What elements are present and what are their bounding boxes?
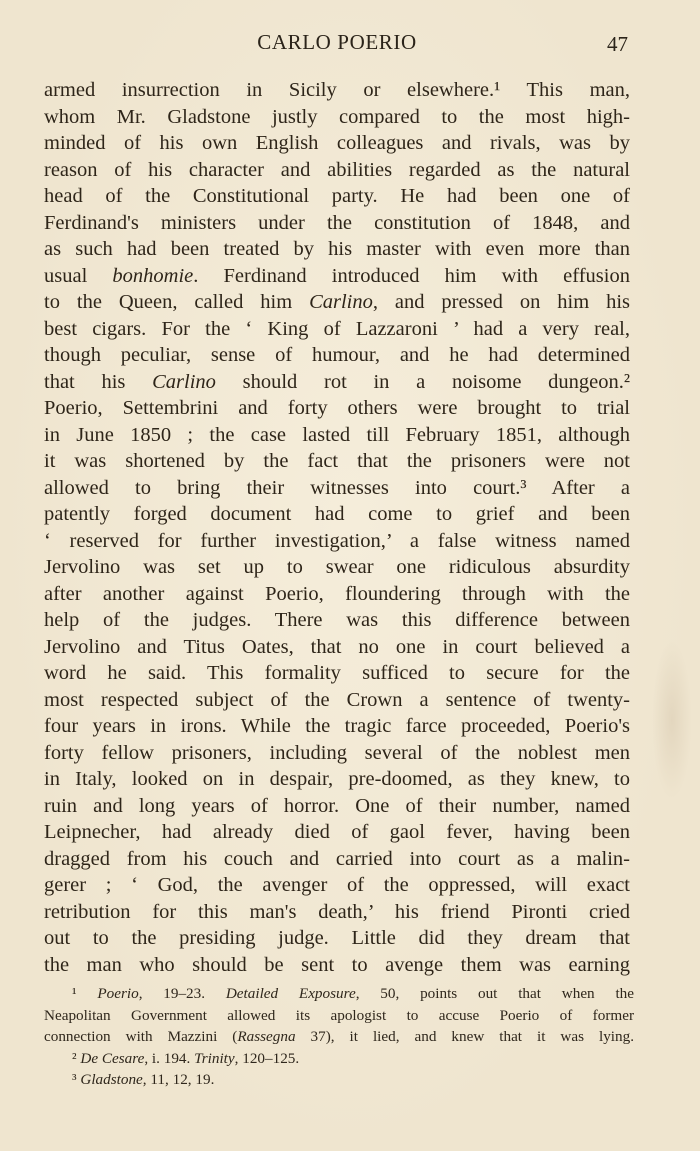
text-line: usual bonhomie. Ferdinand introduced him with effusion bbox=[44, 264, 630, 287]
text-line: armed insurrection in Sicily or elsewhere.¹ This man, bbox=[44, 79, 630, 101]
text-line: the man who should be sent to avenge them was earning bbox=[44, 953, 630, 976]
text-line: four years in irons. While the tragic farce proceeded, Poerio's bbox=[44, 715, 630, 737]
running-head: CARLO POERIO bbox=[257, 30, 417, 54]
page-header bbox=[44, 30, 630, 60]
text-line: best cigars. For the ‘ King of Lazzaroni ’ had a very real, bbox=[44, 317, 630, 340]
text-line: dragged from his couch and carried into court as a malin- bbox=[44, 847, 630, 870]
footnote-1-line-1: ¹ Poerio, 19–23. Detailed Exposure, 50, points out that when the bbox=[72, 985, 634, 1002]
text-line: Jervolino was set up to swear one ridiculous absurdity bbox=[44, 556, 630, 578]
text-line: that his Carlino should rot in a noisome dungeon.² bbox=[44, 370, 630, 393]
text-line: help of the judges. There was this difference between bbox=[44, 609, 630, 631]
text-line: word he said. This formality sufficed to secure for the bbox=[44, 662, 630, 684]
text-line: as such had been treated by his master with even more than bbox=[44, 238, 630, 260]
text-line: minded of his own English colleagues and rivals, was by bbox=[44, 132, 630, 154]
text-line: allowed to bring their witnesses into court.³ After a bbox=[44, 476, 630, 499]
text-line: retribution for this man's death,’ his friend Pironti cried bbox=[44, 900, 630, 923]
text-line: Jervolino and Titus Oates, that no one in court believed a bbox=[44, 635, 630, 658]
text-line: ruin and long years of horror. One of their number, named bbox=[44, 794, 630, 817]
text-line: Leipnecher, had already died of gaol fever, having been bbox=[44, 821, 630, 843]
text-line: out to the presiding judge. Little did they dream that bbox=[44, 927, 630, 949]
text-line: forty fellow prisoners, including several of the noblest men bbox=[44, 741, 630, 764]
footnote-1-line-2: Neapolitan Government allowed its apologist to accuse Poerio of former bbox=[44, 1006, 634, 1024]
text-line: in Italy, looked on in despair, pre-doomed, as they knew, to bbox=[44, 768, 630, 790]
footnotes bbox=[44, 983, 634, 1091]
text-line: head of the Constitutional party. He had been one of bbox=[44, 185, 630, 207]
footnote-2: ² De Cesare, i. 194. Trinity, 120–125. bbox=[72, 1049, 300, 1067]
paper-stain bbox=[652, 640, 692, 800]
page-number: 47 bbox=[607, 32, 628, 56]
text-line: Poerio, Settembrini and forty others were brought to trial bbox=[44, 397, 630, 419]
text-line: whom Mr. Gladstone justly compared to the most high- bbox=[44, 105, 630, 128]
text-line: most respected subject of the Crown a sentence of twenty- bbox=[44, 688, 630, 711]
text-line: patently forged document had come to grief and been bbox=[44, 503, 630, 525]
text-line: reason of his character and abilities regarded as the natural bbox=[44, 158, 630, 181]
text-line: ‘ reserved for further investigation,’ a false witness named bbox=[44, 529, 630, 552]
text-line: in June 1850 ; the case lasted till February 1851, although bbox=[44, 423, 630, 446]
text-line: to the Queen, called him Carlino, and pressed on him his bbox=[44, 291, 630, 313]
body-text bbox=[44, 77, 630, 978]
text-line: after another against Poerio, floundering through with the bbox=[44, 582, 630, 605]
footnote-1-line-3: connection with Mazzini (Rassegna 37), it lied, and knew that it was lying. bbox=[44, 1028, 634, 1045]
text-line: it was shortened by the fact that the prisoners were not bbox=[44, 450, 630, 472]
text-line: gerer ; ‘ God, the avenger of the oppressed, will exact bbox=[44, 874, 630, 896]
footnote-3: ³ Gladstone, 11, 12, 19. bbox=[72, 1071, 215, 1088]
text-line: though peculiar, sense of humour, and he had determined bbox=[44, 344, 630, 366]
text-line: Ferdinand's ministers under the constitution of 1848, and bbox=[44, 211, 630, 234]
